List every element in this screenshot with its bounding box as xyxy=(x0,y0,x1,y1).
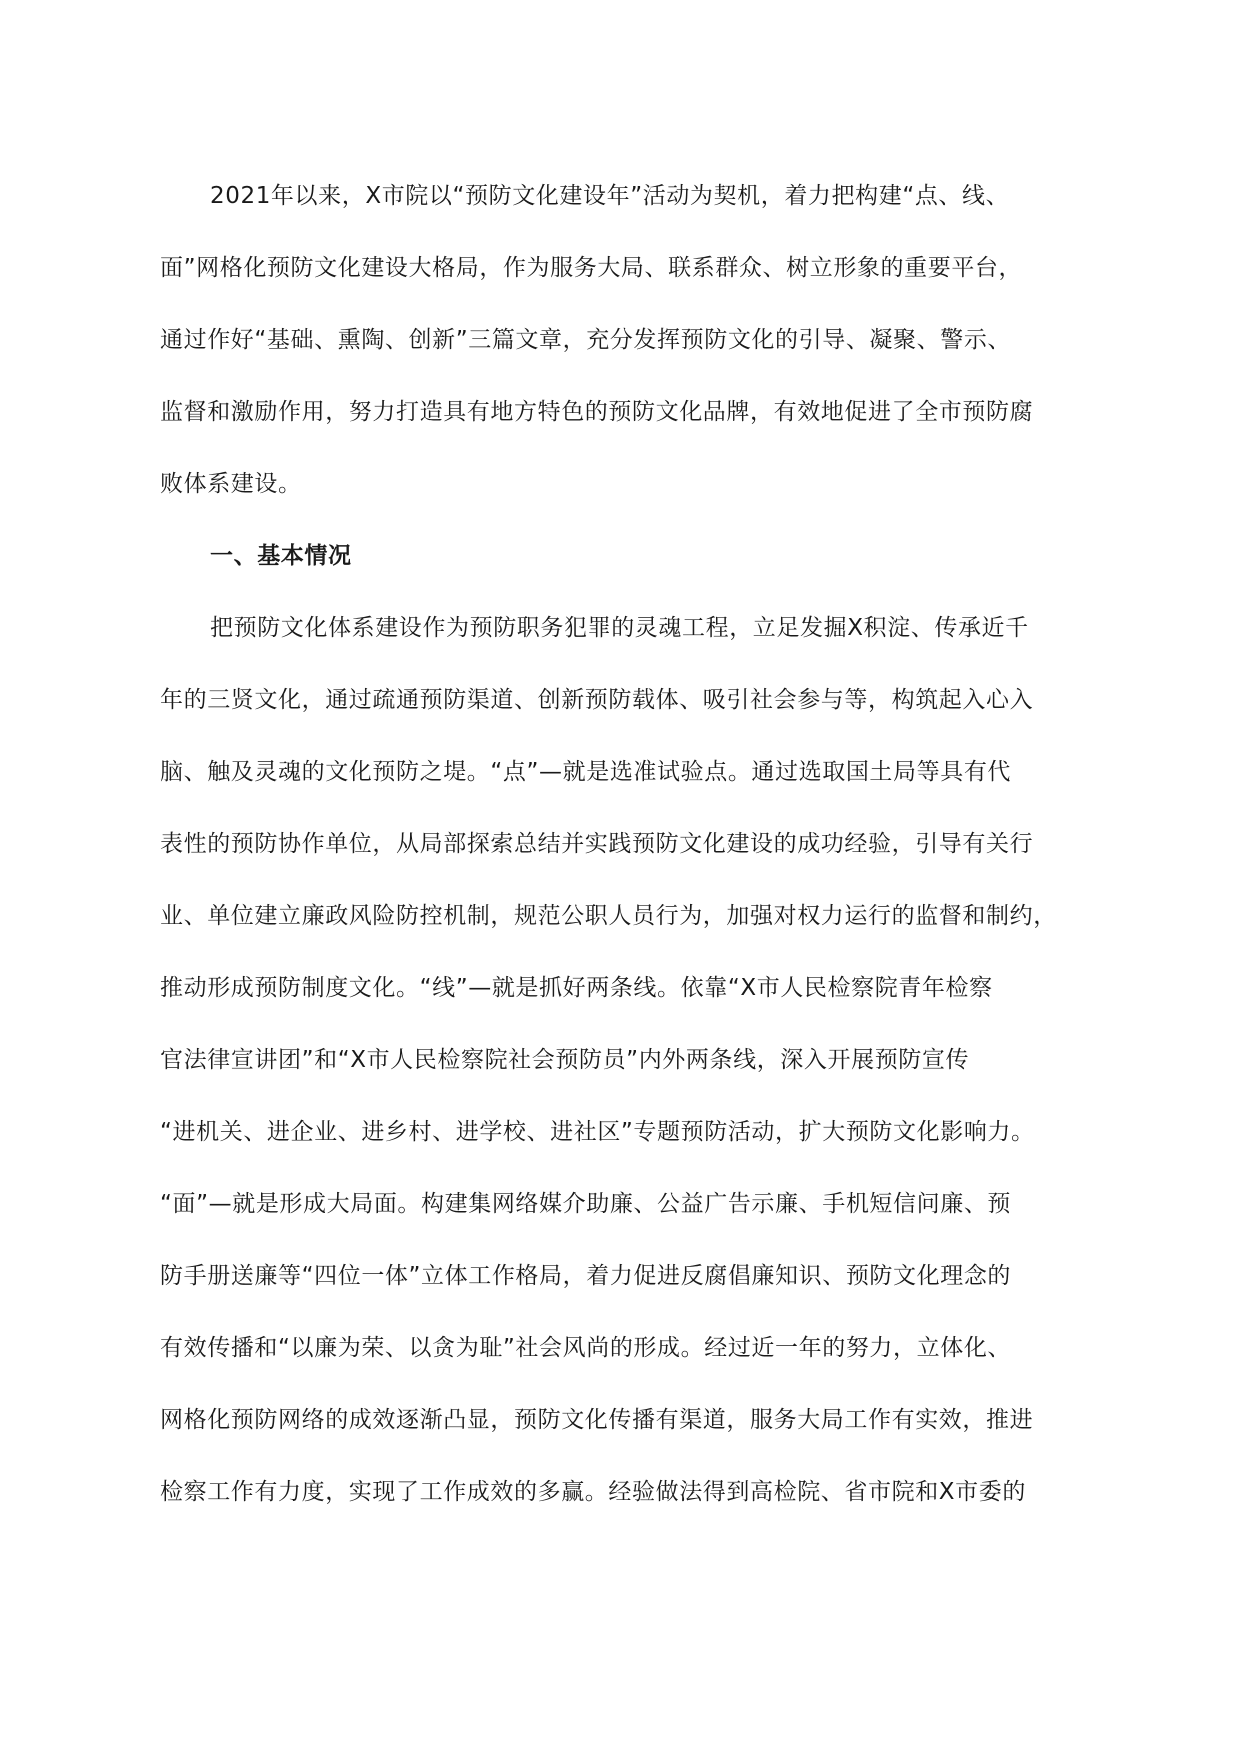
paragraph-1-line-1: 2021年以来，X市院以“预防文化建设年”活动为契机，着力把构建“点、线、 xyxy=(210,183,1010,209)
paragraph-2-line-10: 防手册送廉等“四位一体”立体工作格局，着力促进反腐倡廉知识、预防文化理念的 xyxy=(160,1263,1012,1289)
paragraph-2-line-12: 网格化预防网络的成效逐渐凸显，预防文化传播有渠道，服务大局工作有实效，推进 xyxy=(160,1407,1034,1433)
paragraph-2-line-2: 年的三贤文化，通过疏通预防渠道、创新预防载体、吸引社会参与等，构筑起入心入 xyxy=(160,687,1034,713)
paragraph-2-line-9: “面”—就是形成大局面。构建集网络媒介助廉、公益广告示廉、手机短信问廉、预 xyxy=(160,1191,1012,1217)
paragraph-1-line-2: 面”网格化预防文化建设大格局，作为服务大局、联系群众、树立形象的重要平台， xyxy=(160,255,1023,281)
paragraph-1-line-4: 监督和激励作用，努力打造具有地方特色的预防文化品牌，有效地促进了全市预防腐 xyxy=(160,399,1034,425)
paragraph-2-line-4: 表性的预防协作单位，从局部探索总结并实践预防文化建设的成功经验，引导有关行 xyxy=(160,831,1034,857)
paragraph-2-line-11: 有效传播和“以廉为荣、以贪为耻”社会风尚的形成。经过近一年的努力，立体化、 xyxy=(160,1335,1012,1361)
paragraph-2-line-7: 官法律宣讲团”和“X市人民检察院社会预防员”内外两条线，深入开展预防宣传 xyxy=(160,1047,970,1073)
paragraph-2-line-8: “进机关、进企业、进乡村、进学校、进社区”专题预防活动，扩大预防文化影响力。 xyxy=(160,1119,1035,1145)
paragraph-2-line-6: 推动形成预防制度文化。“线”—就是抓好两条线。依靠“X市人民检察院青年检察 xyxy=(160,975,993,1001)
paragraph-1-line-5: 败体系建设。 xyxy=(160,471,302,497)
paragraph-2-line-3: 脑、触及灵魂的文化预防之堤。“点”—就是选准试验点。通过选取国土局等具有代 xyxy=(160,759,1012,785)
paragraph-2-line-5: 业、单位建立廉政风险防控机制，规范公职人员行为，加强对权力运行的监督和制约， xyxy=(160,903,1057,929)
paragraph-2-line-13: 检察工作有力度，实现了工作成效的多赢。经验做法得到高检院、省市院和X市委的 xyxy=(160,1479,1026,1505)
paragraph-2-line-1: 把预防文化体系建设作为预防职务犯罪的灵魂工程，立足发掘X积淀、传承近千 xyxy=(210,615,1029,641)
paragraph-1-line-3: 通过作好“基础、熏陶、创新”三篇文章，充分发挥预防文化的引导、凝聚、警示、 xyxy=(160,327,1012,353)
section-heading: 一、基本情况 xyxy=(210,543,352,569)
